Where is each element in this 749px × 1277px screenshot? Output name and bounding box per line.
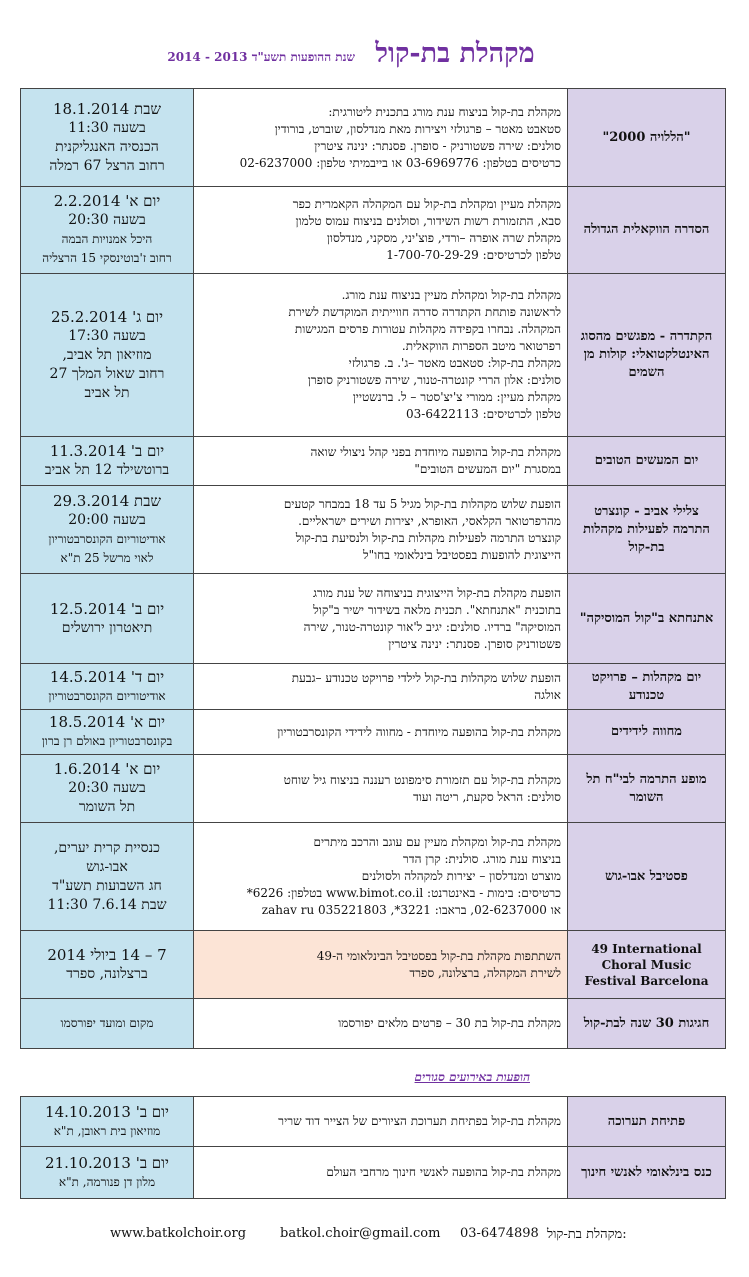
event-name-cell [568, 1147, 726, 1199]
event-desc-line: או 02-6237000, בראבו: 3221*, zahav ru 035221803 [261, 903, 561, 917]
event-name: אתנחתא ב"קול המוסיקה" [579, 610, 714, 626]
event-date-line: מלון דן פנורמה, ת"א [58, 1174, 156, 1189]
event-name-cell [568, 755, 726, 823]
table-row [21, 187, 726, 274]
event-desc-line: הופעת מקהלת בת-קול הייצוגית בניצוחה של ענת מורג [312, 585, 561, 600]
event-date-line: 7 – 14 ביולי 2014 [47, 945, 167, 964]
event-name-cell [568, 823, 726, 931]
website-link[interactable]: www.batkolchoir.org [110, 1226, 247, 1241]
event-desc-line: סבא, התזמורת רשות השידור, וסולנים בניצוח עמוס טלמון [295, 214, 561, 228]
event-desc-line: מקהלת בת-קול בהופעה מיוחדת בפני קהל ניצולי שואה [310, 445, 561, 459]
event-name-cell [568, 664, 726, 710]
event-date-line: בשעה 20:00 [68, 511, 146, 528]
table-row [21, 755, 726, 823]
table-row [21, 574, 726, 664]
event-desc-cell [194, 823, 568, 931]
event-desc-line: מקהלת מעיין ומקהלת בת-קול עם המקהלה הקאמרית כפר [292, 197, 561, 211]
event-desc-line: מקהלת מעיין: ממורי צ'יצ'סטר – ל. ברנשטיין [352, 390, 561, 404]
event-date-cell [21, 187, 194, 274]
event-date-line: יום ב' 21.10.2013 [45, 1153, 169, 1172]
event-date-line: יום א' 1.6.2014 [53, 760, 161, 778]
event-date-line: ברצלונה, ספרד [66, 965, 148, 982]
event-date-line: בקונסרבטוריון באולם רן ברון [41, 734, 173, 748]
email-link[interactable]: batkol.choir@gmail.com [280, 1226, 441, 1241]
event-desc-cell [194, 931, 568, 999]
footer-contact [110, 1226, 650, 1248]
event-desc-line: פשטורניק סופרן. פסנתר: ינינה ציטרין [388, 636, 561, 651]
event-desc-line: טלפון לכרטיסים: 03-6422113 [406, 407, 561, 421]
event-date-line: בשעה 20:30 [68, 780, 146, 796]
event-desc-line: אולגה [534, 687, 561, 702]
event-desc-cell [194, 437, 568, 486]
event-desc-cell [194, 574, 568, 664]
event-date-line: רחוב הרצל 67 רמלה [49, 157, 165, 174]
event-date-cell [21, 89, 194, 187]
table-row [21, 931, 726, 999]
event-name: פתיחת תערוכה [607, 1113, 686, 1129]
event-name: מופע התרמה לבי"ח תל השומר [586, 771, 707, 805]
event-date-line: לאוי מרשל 25 ת"א [60, 550, 154, 565]
event-name: פסטיבל אבו-גוש [605, 868, 688, 884]
event-desc-line: מקהלת בת-קול בת 30 – פרטים מלאים יפורסמו [338, 1016, 561, 1030]
event-date-line: בשעה 11:30 [68, 119, 146, 136]
table-row [21, 1147, 726, 1199]
event-date-line: הכנסיה האנגליקנית [55, 138, 159, 155]
event-desc-line: מקהלת בת-קול: סטאבט מאטר –ג'. ב. פרגולזי [348, 356, 561, 370]
event-date-line: ברוטשילד 12 תל אביב [44, 462, 170, 478]
event-date-line: מקום ומועד יפורסמו [60, 1016, 154, 1030]
event-date-line: שבת 18.1.2014 [52, 99, 162, 118]
event-date-line: יום ב' 12.5.2014 [49, 599, 165, 618]
event-desc-line: סולנים: שירה פשטורניק - סופרן. פסנתר: ינינה ציטרין [314, 138, 561, 153]
event-date-cell [21, 574, 194, 664]
event-date-line: בשעה 17:30 [68, 327, 146, 344]
event-desc-line: מקהלת בת-קול בהופעה לאנשי חינוך מרחבי העולם [326, 1165, 561, 1179]
event-date-line: שבת 29.3.2014 [52, 491, 162, 510]
event-desc-line: מוצרט ומנדלסון – יצירות למקהלה ולסולנים [361, 869, 561, 883]
event-date-cell [21, 999, 194, 1049]
event-date-cell [21, 1097, 194, 1147]
event-name: צלילי אביב - קונצרט התרמה לפעילות מקהלות בת-קול [583, 503, 710, 555]
event-desc-line: רפרטואר מיטב הספרות הווקאלית. [401, 339, 561, 353]
event-desc-line: מקהלת בת-קול ומקהלת מעיין עם עוגב והרכב מיתרים [313, 835, 561, 849]
table-row [21, 274, 726, 437]
event-date-line: היכל אמנויות הבמה [61, 232, 153, 246]
events-table [20, 88, 726, 1049]
event-name: הקתדרה - מפגשים מהסוג האינטלקטואלי: קולות מן השמים [580, 329, 713, 380]
event-desc-line: המוסיקה" ברדיו. סולנים: יגיב ל'אור קונטרה-טנור, שירה [303, 619, 561, 634]
event-name-cell [568, 999, 726, 1049]
event-date-line: אבו-גוש [86, 858, 128, 875]
event-desc-line: כרטיסים בטלפון: 03-6969776 או בייבמיתי טלפון: 02-6237000 [239, 155, 561, 170]
event-desc-line: קונצרט התרמה לפעילות מקהלות בת-קול ולנסיעת בת-קול [295, 530, 561, 545]
event-name: 49 International Choral Music Festival Barcelona [584, 941, 709, 988]
event-desc-cell [194, 1097, 568, 1147]
event-name-cell [568, 1097, 726, 1147]
event-date-line: יום ד' 14.5.2014 [49, 667, 165, 686]
event-date-cell [21, 486, 194, 574]
event-date-cell [21, 755, 194, 823]
event-date-line: תל השומר [78, 799, 136, 815]
event-desc-line: בתוכנית "אתנחתא". תכנית מלאה בשידור ישיר ב"קול [313, 602, 561, 617]
event-date-cell [21, 710, 194, 755]
event-date-line: חג השבועות תשע"ד [52, 877, 162, 894]
closed-events-heading: הופעות באירועים סגורים [414, 1070, 530, 1084]
page-title: מקהלת בת-קול [375, 38, 535, 69]
event-date-cell [21, 1147, 194, 1199]
event-date-line: יום א' 18.5.2014 [48, 713, 166, 731]
table-row [21, 89, 726, 187]
event-date-line: יום ג' 25.2.2014 [50, 307, 164, 326]
footer-label: מקהלת בת-קול: [547, 1227, 627, 1242]
event-name: "הללויה 2000" [602, 129, 691, 145]
event-date-line: רחוב ז'בוטינסקי 15 הרצליה [42, 251, 172, 265]
event-desc-cell [194, 274, 568, 437]
event-date-line: אודיטוריום הקונסרבטוריון [48, 688, 166, 703]
event-desc-line: הייצוגית להופעות בפסטיבל בינלאומי בחו"ל [362, 547, 561, 562]
event-date-line: כנסיית קרית יערים, [53, 839, 161, 856]
event-desc-line: לשירת המקהלה, ברצלונה, ספרד [409, 965, 561, 980]
event-name: כנס בינלאומי לאנשי חינוך [581, 1164, 712, 1180]
event-name: יום מקהלות – פרויקט טכנודע [591, 669, 702, 703]
table-row [21, 823, 726, 931]
event-desc-cell [194, 755, 568, 823]
event-desc-line: בניצוח ענת מורג. סולנית: קרן הדר [402, 852, 561, 866]
event-date-line: אודיטוריום הקונסרבטוריון [48, 531, 166, 546]
event-name: חגיגות 30 שנה לבת-קול [583, 1015, 710, 1031]
event-desc-cell [194, 486, 568, 574]
event-name: יום המעשים הטובים [594, 453, 699, 468]
event-date-line: מוזיאון תל אביב, [62, 346, 152, 363]
event-desc-line: מקהלת שרה אופרה –ורדי, פוצ'יני, מסקני, מנדלסון [326, 231, 561, 245]
page-subtitle: שנת ההופעות תשע"ד 2013 - 2014 [167, 50, 355, 64]
event-desc-line: מהרפרטואר הקלאסי, האופרא, יצירות ושירים ישראליים. [298, 513, 561, 528]
event-name-cell [568, 486, 726, 574]
event-desc-cell [194, 999, 568, 1049]
event-desc-line: לראשונה פותחת הקתדרה סדרה חווייתית המוקדשת לשירת [288, 305, 561, 319]
event-date-line: יום ב' 14.10.2013 [45, 1102, 169, 1121]
table-row [21, 486, 726, 574]
event-name: הסדרה הווקאלית הגדולה [583, 222, 710, 237]
event-date-line: יום ב' 11.3.2014 [49, 442, 165, 460]
event-desc-line: מקהלת בת-קול ומקהלת מעיין בניצוח ענת מורג. [341, 288, 561, 302]
event-desc-cell [194, 1147, 568, 1199]
event-desc-line: כרטיסים: בימות - באינטרנט: www.bimot.co.il בטלפון: 6226* [246, 886, 561, 900]
event-name-cell [568, 931, 726, 999]
event-desc-line: סולנים: הראל סקעת, ריטה ועוד [412, 789, 561, 804]
event-desc-line: טלפון לכרטיסים: 1-700-70-29-29 [386, 248, 561, 262]
event-desc-line: השתתפות מקהלת בת-קול בפסטיבל הבינלאומי ה-49 [316, 948, 561, 963]
event-desc-line: במסגרת "יום המעשים הטובים" [414, 462, 561, 476]
event-name-cell [568, 274, 726, 437]
table-row [21, 999, 726, 1049]
event-date-cell [21, 274, 194, 437]
event-date-cell [21, 664, 194, 710]
table-row [21, 710, 726, 755]
event-date-cell [21, 437, 194, 486]
event-date-line: יום א' 2.2.2014 [53, 192, 161, 210]
event-date-line: תל אביב [84, 384, 130, 401]
event-date-line: בשעה 20:30 [68, 212, 146, 228]
event-name: מחווה לידידים [611, 724, 682, 739]
table-row [21, 664, 726, 710]
event-desc-line: סולנים: אלון הררי קונטרה-טנור, שירה פשטורניק סופרן [307, 373, 561, 387]
event-desc-line: מקהלת בת-קול בהופעה מיוחדת - מחווה לידידי הקונסרבטוריון [277, 724, 561, 739]
event-desc-line: הופעת שלוש מקהלות בת-קול מגיל 5 עד 18 במבחר קטעים [283, 496, 561, 511]
phone-number: 03-6474898 [460, 1226, 539, 1241]
closed-events-table [20, 1096, 726, 1199]
event-date-line: שבת 7.6.14 11:30 [47, 896, 167, 913]
event-desc-cell [194, 89, 568, 187]
table-row [21, 437, 726, 486]
event-date-line: רחוב שאול המלך 27 [49, 365, 165, 382]
event-date-cell [21, 823, 194, 931]
event-name-cell [568, 710, 726, 755]
event-name-cell [568, 574, 726, 664]
event-desc-cell [194, 664, 568, 710]
event-date-cell [21, 931, 194, 999]
event-desc-cell [194, 187, 568, 274]
event-desc-cell [194, 710, 568, 755]
event-date-line: תיאטרון ירושלים [61, 619, 153, 636]
page-header [0, 38, 749, 78]
event-desc-line: מקהלת בת-קול עם תזמורת סימפונט רעננה בניצוח גיל שוחט [283, 772, 561, 787]
event-date-line: מוזיאון בית ראובן, ת"א [53, 1123, 161, 1138]
event-name-cell [568, 89, 726, 187]
event-desc-line: המקהלה. נבחרו בקפידה מקהלות עטורות פרסים המגישות [294, 322, 561, 336]
event-desc-line: סטאבט מאטר – פרגולזי ויצירות מאת מנדלסון, שוברט, בורודין [274, 121, 561, 136]
event-name-cell [568, 437, 726, 486]
event-desc-line: מקהלת בת-קול בפתיחת תערוכת הציורים של הצייר דוד שריר [278, 1114, 561, 1128]
event-desc-line: הופעת שלוש מקהלות בת-קול לילדי פרויקט טכנודע –גבעת [291, 670, 561, 685]
event-name-cell [568, 187, 726, 274]
table-row [21, 1097, 726, 1147]
event-desc-line: מקהלת בת-קול בניצוח ענת מורג בתכנית ליטורגית: [328, 104, 561, 119]
